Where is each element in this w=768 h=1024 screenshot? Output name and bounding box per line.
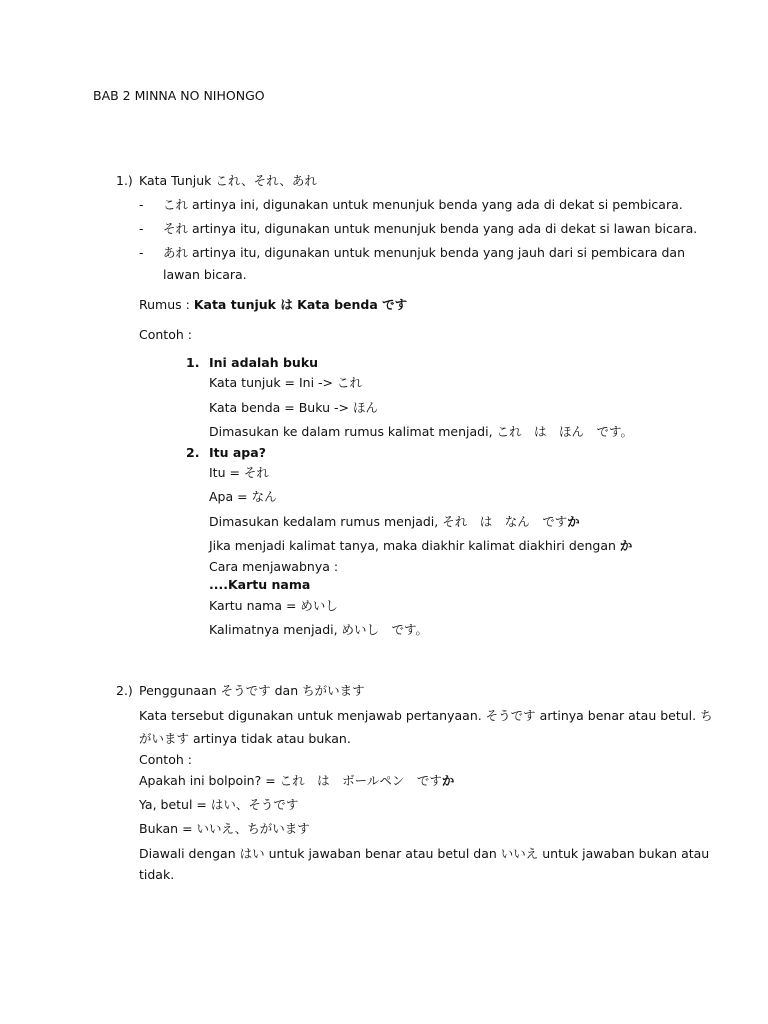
bullet-dash: - xyxy=(139,197,144,212)
question-particle: か xyxy=(441,773,455,788)
bullet-sore: それ artinya itu, digunakan untuk menunjuk benda yang ada di dekat si lawan bicara. xyxy=(163,221,698,236)
section-2-number: 2.) xyxy=(116,683,133,698)
example-1-line: Kata benda = Buku -> ほん xyxy=(209,400,378,415)
rumus-line xyxy=(139,297,407,313)
example-2-sentence: Dimasukan kedalam rumus menjadi, それ は なん です xyxy=(209,514,568,529)
example-1-line: Dimasukan ke dalam rumus kalimat menjadi, これ は ほん です。 xyxy=(209,424,634,439)
example-1-number: 1. xyxy=(186,355,200,370)
section-2-paragraph: がいます artinya tidak atau bukan. xyxy=(139,731,351,746)
example-2-line: Cara menjawabnya : xyxy=(209,559,339,574)
section-1-heading: Kata Tunjuk これ、それ、あれ xyxy=(139,173,317,188)
example-1-title: Ini adalah buku xyxy=(209,355,319,370)
example-answer-yes: Ya, betul = はい、そうです xyxy=(139,797,299,812)
example-2-line: Kalimatnya menjadi, めいし です。 xyxy=(209,622,429,637)
rumus-label: Rumus : xyxy=(139,297,194,312)
example-2-answer-title: ....Kartu nama xyxy=(209,577,311,592)
bullet-kore: これ artinya ini, digunakan untuk menunjuk benda yang ada di dekat si pembicara. xyxy=(163,197,683,212)
section-2-paragraph: Kata tersebut digunakan untuk menjawab pertanyaan. そうです artinya benar atau betul. ち xyxy=(139,708,713,723)
example-2-question-note: Jika menjadi kalimat tanya, maka diakhir kalimat diakhiri dengan xyxy=(209,538,620,553)
bullet-are-continued: lawan bicara. xyxy=(163,267,247,282)
example-question-text: Apakah ini bolpoin? = これ は ボールペン です xyxy=(139,773,442,788)
page-title: BAB 2 MINNA NO NIHONGO xyxy=(93,88,265,103)
contoh-label: Contoh : xyxy=(139,752,192,767)
example-2-line: Kartu nama = めいし xyxy=(209,598,338,613)
bullet-dash: - xyxy=(139,245,144,260)
section-2-paragraph: tidak. xyxy=(139,867,175,882)
rumus-formula: Kata tunjuk は Kata benda です xyxy=(193,297,408,312)
example-1-line: Kata tunjuk = Ini -> これ xyxy=(209,375,362,390)
example-2-number: 2. xyxy=(186,445,200,460)
bullet-dash: - xyxy=(139,221,144,236)
example-2-line xyxy=(209,514,580,530)
example-question xyxy=(139,773,454,789)
question-particle: か xyxy=(567,514,580,529)
bullet-are: あれ artinya itu, digunakan untuk menunjuk benda yang jauh dari si pembicara dan xyxy=(163,245,686,260)
section-2-paragraph: Diawali dengan はい untuk jawaban benar atau betul dan いいえ untuk jawaban bukan atau xyxy=(139,846,710,861)
section-2-heading: Penggunaan そうです dan ちがいます xyxy=(139,683,365,698)
question-particle: か xyxy=(619,538,633,553)
example-answer-no: Bukan = いいえ、ちがいます xyxy=(139,821,310,836)
section-1-number: 1.) xyxy=(116,173,133,188)
contoh-label: Contoh : xyxy=(139,327,192,342)
example-2-line: Apa = なん xyxy=(209,489,277,504)
example-2-line: Itu = それ xyxy=(209,465,269,480)
example-2-title: Itu apa? xyxy=(209,445,266,460)
example-2-line xyxy=(209,538,632,554)
